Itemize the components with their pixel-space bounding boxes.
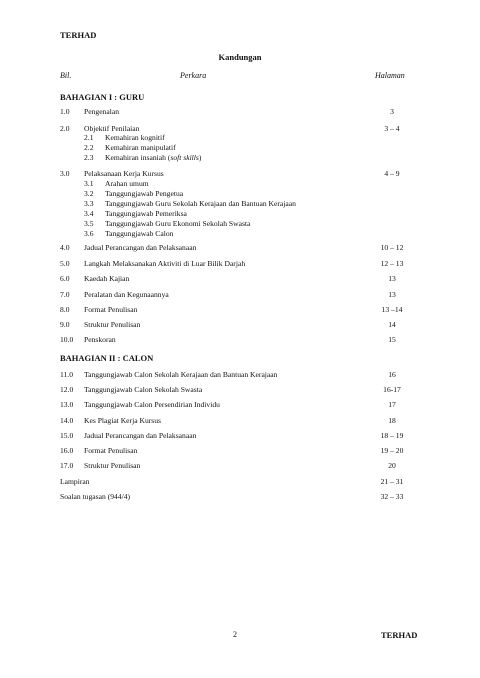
- toc-subnumber: 2.3: [84, 153, 94, 162]
- toc-page: 20: [388, 461, 396, 470]
- section-heading-part2: BAHAGIAN II : CALON: [60, 353, 154, 363]
- toc-number: 10.0: [60, 335, 74, 344]
- toc-text: Jadual Perancangan dan Pelaksanaan: [84, 243, 197, 252]
- toc-row: [0, 446, 480, 457]
- toc-text: Pelaksanaan Kerja Kursus: [84, 169, 164, 178]
- toc-text: Soalan tugasan (944/4): [60, 492, 131, 501]
- toc-text: Format Penulisan: [84, 446, 138, 455]
- toc-text: Jadual Perancangan dan Pelaksanaan: [84, 431, 197, 440]
- section-heading-part1: BAHAGIAN I : GURU: [60, 92, 145, 102]
- toc-subitem: [84, 189, 404, 199]
- toc-row: [0, 370, 480, 381]
- toc-text: Pengenalan: [84, 107, 120, 116]
- toc-row: [0, 290, 480, 301]
- toc-page: 21 – 31: [380, 477, 404, 486]
- toc-page: 13: [388, 274, 396, 283]
- toc-number: 3.0: [60, 169, 70, 178]
- toc-subtext: Tanggungjawab Guru Sekolah Kerajaan dan Bantuan Kerajaan: [105, 199, 296, 208]
- toc-text: Tanggungjawab Calon Sekolah Kerajaan dan Bantuan Kerajaan: [84, 370, 278, 379]
- toc-number: 1.0: [60, 107, 70, 116]
- toc-page: 18 – 19: [380, 431, 404, 440]
- footer-classification: TERHAD: [381, 630, 418, 640]
- toc-subtext: Tanggungjawab Pemeriksa: [105, 209, 187, 218]
- toc-number: 2.0: [60, 124, 70, 133]
- toc-subnumber: 2.2: [84, 143, 94, 152]
- toc-number: 12.0: [60, 385, 74, 394]
- toc-number: 9.0: [60, 320, 70, 329]
- toc-subtext: Kemahiran manipulatif: [105, 143, 176, 152]
- toc-page: 4 – 9: [384, 169, 400, 178]
- toc-row: [0, 461, 480, 472]
- toc-number: 13.0: [60, 400, 74, 409]
- toc-row: [0, 243, 480, 254]
- toc-subtext: Kemahiran kognitif: [105, 133, 165, 142]
- column-header-bil: Bil.: [60, 71, 72, 80]
- toc-page: 3: [390, 107, 394, 116]
- toc-number: 8.0: [60, 305, 70, 314]
- toc-page: 32 – 33: [380, 492, 404, 501]
- toc-subtext-suffix: ): [198, 153, 202, 162]
- toc-text: Peralatan dan Kegunaannya: [84, 290, 169, 299]
- toc-subtext: Tanggungjawab Calon: [105, 229, 174, 238]
- toc-text: Struktur Penulisan: [84, 461, 141, 470]
- toc-row: [0, 431, 480, 442]
- toc-row: [0, 385, 480, 396]
- toc-subnumber: 3.2: [84, 189, 94, 198]
- toc-subtext: Tanggungjawab Pengetua: [105, 189, 184, 198]
- toc-page: 13 –14: [381, 305, 403, 314]
- column-header-perkara: Perkara: [180, 71, 207, 80]
- toc-subitem: [84, 153, 404, 163]
- toc-subnumber: 3.4: [84, 209, 94, 218]
- header-classification: TERHAD: [60, 30, 97, 40]
- toc-page: 19 – 20: [380, 446, 404, 455]
- toc-row: [0, 107, 480, 118]
- toc-number: 15.0: [60, 431, 74, 440]
- toc-page: 13: [388, 290, 396, 299]
- toc-row: [0, 274, 480, 285]
- toc-number: 6.0: [60, 274, 70, 283]
- toc-row: [0, 305, 480, 316]
- toc-text: Struktur Penulisan: [84, 320, 141, 329]
- toc-page: 16-17: [383, 385, 401, 394]
- toc-number: 17.0: [60, 461, 74, 470]
- toc-text: Langkah Melaksanakan Aktiviti di Luar Bilik Darjah: [84, 259, 246, 268]
- toc-text: Objektif Penilaian: [84, 124, 140, 133]
- toc-subtext: Kemahiran insaniah (: [105, 153, 171, 162]
- toc-text: Kaedah Kajian: [84, 274, 130, 283]
- toc-subnumber: 3.6: [84, 229, 94, 238]
- toc-text: Tanggungjawab Calon Sekolah Swasta: [84, 385, 203, 394]
- toc-page: 3 – 4: [384, 124, 400, 133]
- toc-subitem: [84, 209, 404, 219]
- toc-page: 17: [388, 400, 396, 409]
- toc-subnumber: 2.1: [84, 133, 94, 142]
- toc-page: 12 – 13: [380, 259, 404, 268]
- toc-subtext-emphasis: soft skills: [170, 153, 199, 162]
- toc-subtext: Tanggungjawab Guru Ekonomi Sekolah Swasta: [105, 219, 251, 228]
- toc-subitem: [84, 133, 404, 143]
- toc-subnumber: 3.1: [84, 179, 94, 188]
- toc-page: 14: [388, 320, 396, 329]
- toc-subitem: [84, 179, 404, 189]
- toc-text: Penskoran: [84, 335, 116, 344]
- page-number: 2: [233, 630, 237, 639]
- toc-page: 16: [388, 370, 396, 379]
- toc-row: [0, 259, 480, 270]
- toc-subitem: [84, 143, 404, 153]
- toc-subnumber: 3.3: [84, 199, 94, 208]
- toc-row-appendix: [0, 477, 480, 488]
- toc-row: [0, 416, 480, 427]
- column-header-halaman: Halaman: [375, 71, 405, 80]
- toc-subitem: [84, 229, 404, 239]
- toc-number: 14.0: [60, 416, 74, 425]
- toc-page: 10 – 12: [380, 243, 404, 252]
- toc-number: 11.0: [60, 370, 74, 379]
- toc-subnumber: 3.5: [84, 219, 94, 228]
- toc-number: 4.0: [60, 243, 70, 252]
- toc-text: Lampiran: [60, 477, 90, 486]
- toc-text: Format Penulisan: [84, 305, 138, 314]
- toc-row: [0, 320, 480, 331]
- toc-subtext-wrap: [105, 153, 201, 162]
- toc-subitem: [84, 199, 404, 209]
- toc-text: Kes Plagiat Kerja Kursus: [84, 416, 161, 425]
- toc-number: 5.0: [60, 259, 70, 268]
- toc-subtext: Arahan umum: [105, 179, 149, 188]
- toc-row: [0, 335, 480, 346]
- toc-subitem: [84, 219, 404, 229]
- page-title: Kandungan: [218, 52, 262, 62]
- toc-page: 18: [388, 416, 396, 425]
- toc-number: 7.0: [60, 290, 70, 299]
- toc-text: Tanggungjawab Calon Persendirian Individu: [84, 400, 220, 409]
- toc-number: 16.0: [60, 446, 74, 455]
- toc-page: 15: [388, 335, 396, 344]
- toc-row: [0, 400, 480, 411]
- toc-row-assignment: [0, 492, 480, 503]
